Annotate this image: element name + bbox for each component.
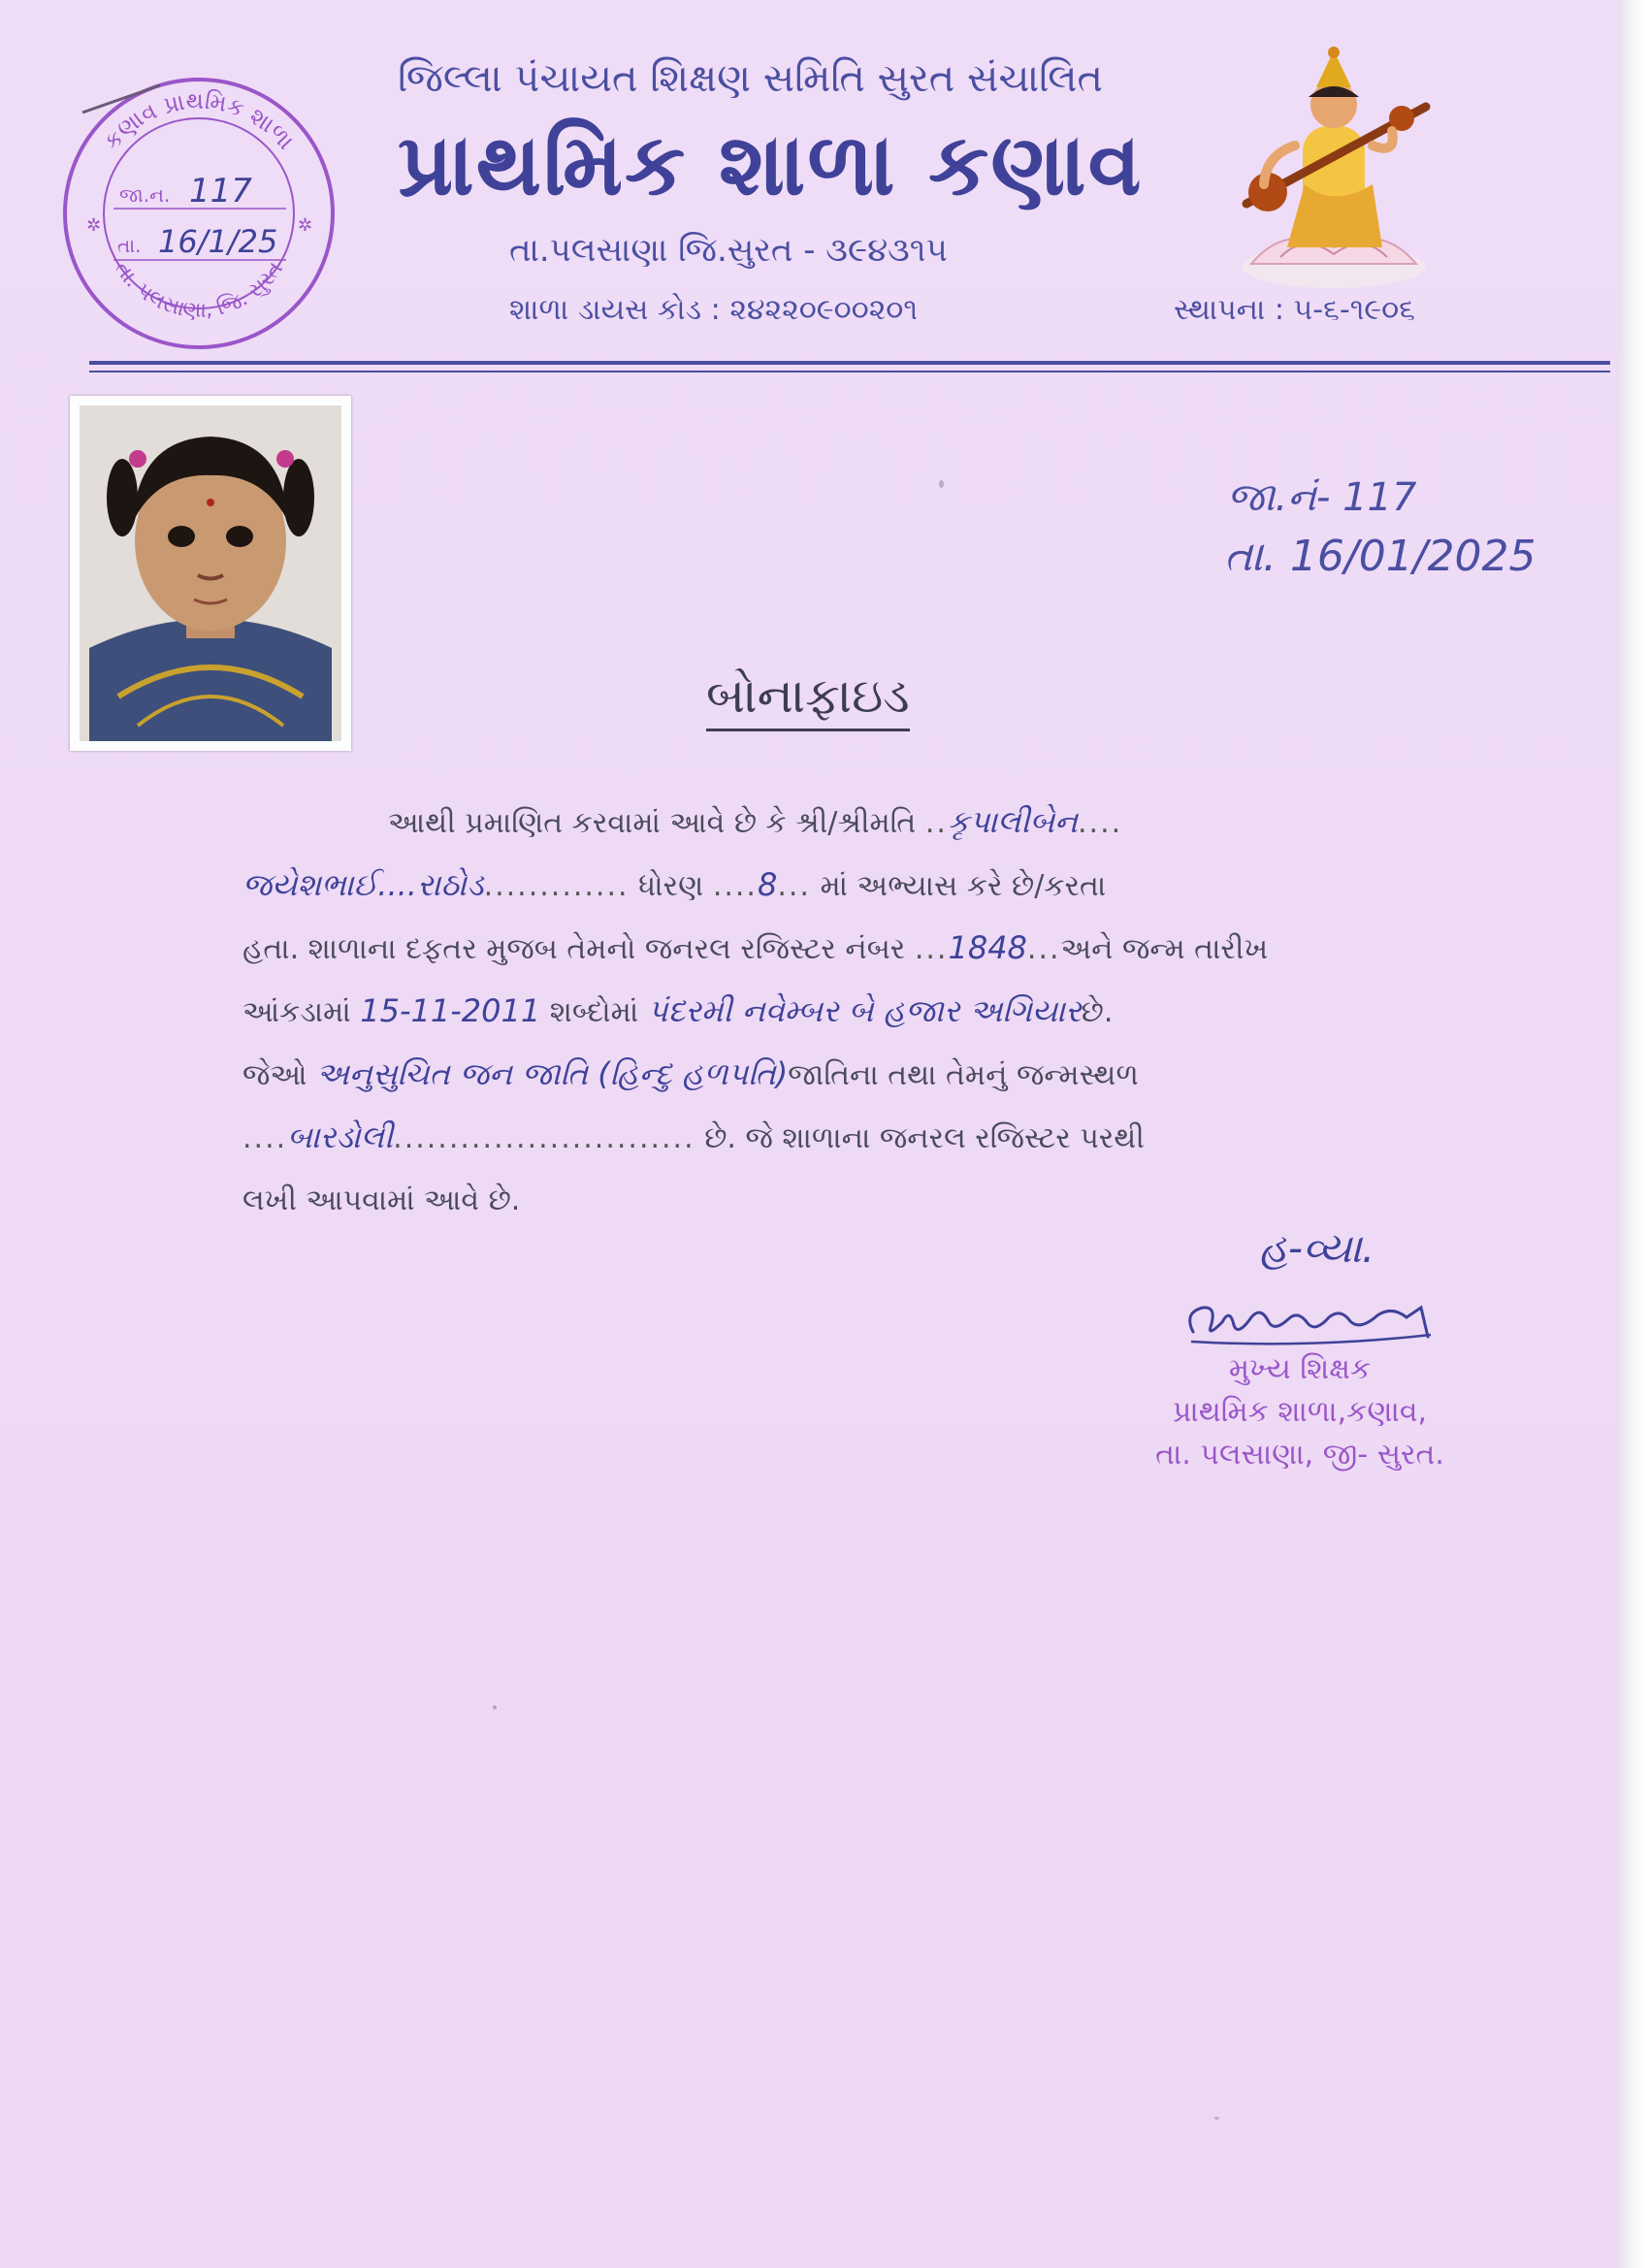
line2-suffix: માં અભ્યાસ કરે છે/કરતા xyxy=(820,869,1107,903)
stamp-date-label: તા. xyxy=(117,234,142,257)
line2-std-label: ધોરણ xyxy=(638,869,704,903)
reference-number: જા.નં- 117 xyxy=(1227,475,1417,520)
body-line-2: જયેશભાઈ....રાઠોડ............. ધોરણ ....8... માં અભ્યાસ કરે છે/કરતા xyxy=(242,866,1107,903)
paper-edge xyxy=(1618,0,1649,2268)
header-rule xyxy=(89,361,1610,365)
birthplace-value: બારડોલી xyxy=(287,1118,394,1155)
signatory-school: પ્રાથમિક શાળા,કણાવ, xyxy=(1172,1395,1428,1429)
line7-text: લખી આપવામાં આવે છે. xyxy=(242,1183,521,1217)
header-authority-line: જિલ્લા પંચાયત શિક્ષણ સમિતિ સુરત સંચાલિત xyxy=(398,56,1103,101)
signature-abbreviation: હ-વ્યા. xyxy=(1259,1224,1375,1272)
stamp-no-value: 117 xyxy=(189,172,252,211)
line3-suffix: અને જન્મ તારીખ xyxy=(1060,932,1269,966)
stamp-no-label: જા.ન. xyxy=(119,183,171,207)
line1-prefix: આથી પ્રમાણિત કરવામાં આવે છે કે શ્રી/શ્રીમતિ xyxy=(388,806,917,840)
stamp-bottom-text: તા. પલસાણા, જિ. સુરત xyxy=(109,257,289,323)
line4-prefix: આંકડામાં xyxy=(242,995,351,1029)
dob-words: પંદરમી નવેમ્બર બે હજાર અગિયાર xyxy=(647,992,1082,1029)
body-line-7 xyxy=(242,1169,520,1232)
caste-value: અનુસુચિત જન જાતિ (હિન્દુ હળપતિ) xyxy=(316,1055,789,1092)
paper-speck xyxy=(939,480,944,488)
school-title: પ્રાથમિક શાળા કણાવ xyxy=(398,114,1144,214)
body-line-4 xyxy=(242,980,1113,1044)
reference-date: તા. 16/01/2025 xyxy=(1224,532,1536,581)
certificate-heading: બોનાફાઇડ xyxy=(706,667,910,731)
paper-speck xyxy=(1214,2117,1219,2120)
standard-value: 8 xyxy=(757,866,778,903)
svg-text:✲: ✲ xyxy=(86,215,102,236)
stamp-outer-text: કણાવ પ્રાથમિક શાળા xyxy=(98,86,300,155)
line3-prefix: હતા. શાળાના દફતર મુજબ તેમનો જનરલ રજિસ્ટર નંબર xyxy=(242,932,906,966)
register-number: 1848 xyxy=(948,929,1027,966)
line5-suffix: જાતિના તથા તેમનું જન્મસ્થળ xyxy=(788,1058,1139,1092)
established-date: સ્થાપના : ૫-૬-૧૯૦૬ xyxy=(1174,293,1416,327)
signatory-role: મુખ્ય શિક્ષક xyxy=(1228,1352,1372,1386)
svg-text:તા. પલસાણા, જિ. સુરત xyxy=(110,257,288,323)
paper-speck xyxy=(493,1705,497,1709)
student-name-rest: જયેશભાઈ....રાઠોડ xyxy=(242,866,484,903)
handwritten-signature xyxy=(1174,1279,1455,1356)
header-rule-thin xyxy=(89,371,1610,373)
student-photo xyxy=(70,396,351,751)
body-line-1: આથી પ્રમાણિત કરવામાં આવે છે કે શ્રી/શ્રીમતિ ..કૃપાલીબેન.... xyxy=(388,803,1123,840)
body-line-5 xyxy=(242,1043,1139,1107)
line6-suffix: છે. જે શાળાના જનરલ રજિસ્ટર પરથી xyxy=(704,1121,1145,1155)
school-address: તા.પલસાણા જિ.સુરત - ૩૯૪૩૧૫ xyxy=(509,231,948,270)
line4-words-label: શબ્દોમાં xyxy=(549,995,639,1029)
stamp-date-value: 16/1/25 xyxy=(158,223,278,260)
dise-code: શાળા ડાયસ કોડ : ૨૪૨૨૦૯૦૦૨૦૧ xyxy=(509,293,919,327)
body-line-6: ....બારડોલી........................... છે. જે શાળાના જનરલ રજિસ્ટર પરથી xyxy=(242,1118,1145,1155)
signatory-title xyxy=(1135,1348,1465,1476)
svg-text:✲: ✲ xyxy=(298,215,313,236)
saraswati-illustration xyxy=(1227,39,1440,301)
dob-words-suffix: છે. xyxy=(1081,995,1114,1029)
line5-prefix: જેઓ xyxy=(242,1058,307,1092)
body-line-3: હતા. શાળાના દફતર મુજબ તેમનો જનરલ રજિસ્ટર નંબર ...1848...અને જન્મ તારીખ xyxy=(242,929,1269,966)
signatory-location: તા. પલસાણા, જી- સુરત. xyxy=(1155,1438,1444,1472)
dob-digits: 15-11-2011 xyxy=(360,992,541,1029)
student-first-name: કૃપાલીબેન xyxy=(947,803,1079,840)
school-stamp xyxy=(53,68,344,359)
